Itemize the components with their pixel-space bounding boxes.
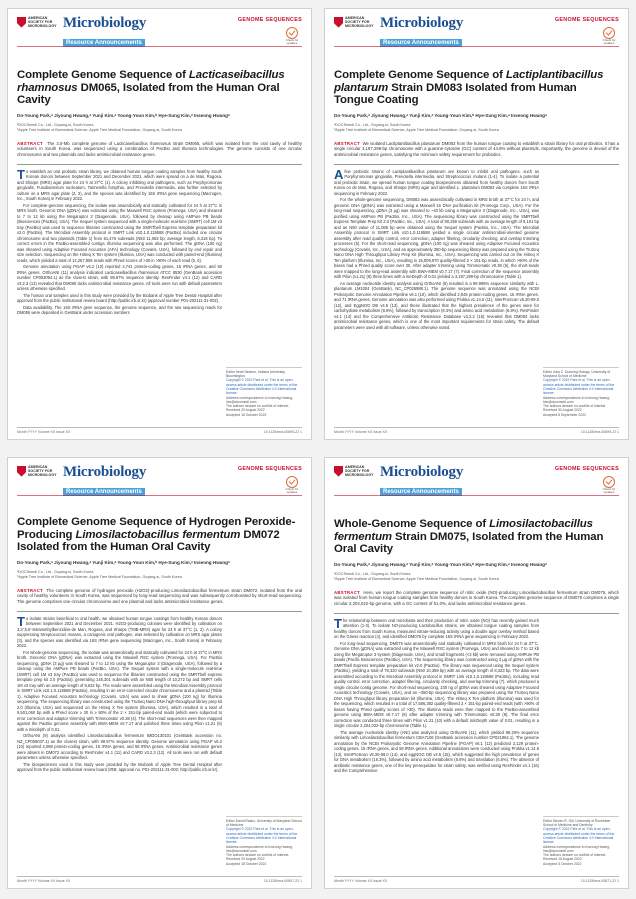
abstract-text: Here, we report the complete genome sequence of nitric oxide (NO)-producing Limosilactobacillus fermentum strain DM075, which was isolated from human tongue coating samples from healthy donors in South Korea. The complete genome sequence of DM075 comprises a single circular 2,204,022-bp genome, with a GC content of 51.0%, and lacks antimicrobial resistance genes. [334, 589, 620, 606]
body-paragraph: The average nucleotide identity (ANI) was analyzed using OrthoANI (11), which yielded 99.28% sequence similarity with Limosilactobacillus fermentum CBA7106 (GenBank accession number CP021964.1). The genome annotation by the NCBI Prokaryotic Genome Annotation Pipeline (PGAP) v6.1 (12) predicted 2,129 protein-coding genes, 15 rRNA genes, and 58 tRNA genes. Additional annotations were conducted using Prokka v1.14.6 (13), InterProScan v5.30-69.0 (14), and eggNOG DB v4.5 (15), which suggested the high prevalence of genes for DNA metabolism (16.3%), followed by amino acid metabolism (8.6%) and translation (6.5%). The absence of antibiotic resistance genes, one of the key prerequisites for strain safety, was verified using ResFinder v4.1 (16) and the Comprehensive [334, 729, 539, 774]
affiliations [334, 123, 619, 133]
asm-line-1: AMERICAN [28, 465, 48, 469]
page-footer [17, 427, 302, 434]
footer-doi[interactable]: 10.1128/mra.00871-22 1 [580, 879, 619, 883]
sidebar-line[interactable]: Copyright © 2022 Park et al. This is an open-access article distributed under the terms of the Creative Commons Attribution 4.0 International license. [226, 827, 298, 845]
affiliations [334, 572, 619, 582]
sidebar-line[interactable]: Copyright © 2022 Park et al. This is an open-access article distributed under the terms of the Creative Commons Attribution 4.0 International license. [543, 378, 615, 396]
section-tag: GENOME SEQUENCES [554, 466, 619, 472]
body-paragraph: For complete-genome sequencing, the isolate was anaerobically and statically cultivated for 24 h at 37°C in MRS broth. Genomic DNA (gDNA) was extracted using the Maxwell RSC system (Promega, USA) and sheared to 7 to 12 kb using the Megaruptor 3 (Diagenode, USA), followed by cleanup using AMPure PB beads (Biosciences (PacBio), USA). The Sequel system sequenced with a single-molecule real-time (SMRT) cell 1M v3 tray (PacBio) was used to sequence libraries constructed using the SMRTbell Express template preparation kit v2.0 (PacBio). The Microbial Assembly protocol in SMRT Link v10.1.0.119588 (PacBio) included one circular chromosome and two plasmids (Table 1) from 51,476 subreads (N50 11,063 bp; average length, 8,316 bp). To correct errors in the PacBio-assembled contigs, Illumina sequencing was also performed. The gDNA (100 ng) was sheared using Adaptive Focused Acoustics (AFA) technology (Covaris, USA), followed by end repair and size selection. Sequencing on the HiSeq X Ten system (Illumina, USA) was conducted with paired-end (Illumina) reads, which yielded a total of 12,257,808 reads with Phred scores of >30 in >90% of each read (5, 6). [17, 202, 222, 263]
asm-shield-icon [334, 466, 343, 477]
check-for-updates-button[interactable] [284, 27, 300, 46]
sidebar-line: Address correspondence to Inseong Hwang, hiw@docsmedi.com. [543, 395, 610, 404]
journal-header [334, 465, 619, 493]
sidebar-line: Editor Julia C. Dunning Hotopp, University of Maryland School of Medicine [543, 369, 611, 379]
header-rule [17, 46, 302, 47]
drop-cap: T [17, 166, 25, 182]
asm-line-3: MICROBIOLOGY [28, 24, 57, 29]
abstract-text: The complete genome of hydrogen peroxide (H2O2)-producing Limosilactobacillus fermentum strain DM072, isolated from the oral cavity of healthy volunteers in South Korea, was sequenced by long-read sequencing and was subsequently corroborated by short-read sequencing. The genome comprises one circular chromosome and one plasmid and lacks antimicrobial resistance genes. [17, 587, 302, 604]
check-label-1: Check for [285, 38, 299, 42]
affiliations [17, 570, 302, 580]
body-paragraph: For the whole-genome sequencing, DM083 was anaerobically cultivated in MRS broth at 37°C for 24 h, and genomic DNA (gDNA) was extracted using a Maxwell 16 DNA purification kit (Promega Corp., USA). For the long-read sequencing, gDNA (3 µg) was sheared to ~40 kb using a Megaruptor 3 (Diagenode, Inc., USA), was purified using AMPure PB (PacBio, Inc., USA). The sequencing library was constructed using the SMRTbell Express Template Prep Kit 2.0 (PacBio, Inc., USA). A total of 80,259 subreads with an average length of 9,101 bp and an N50 value of 11,085 bp were obtained using the Sequel system (PacBio, Inc., USA). The Microbial Assembly protocol in SMRT Link v10.1.0.119588 yielded a single circular antimicrobial-oriented genome assembly after read quality control, error correction, adapter filtering, circularity checking, and overlap trimming processes (5). For the short-read sequencing, gDNA (100 ng) was sheared using Adaptive Focused Acoustics technology (Covaris, Inc., USA), and an approximately 350-bp sequencing library was prepared using the TruSeq Nano DNA High Throughput Library Prep Kit (Illumina, Inc., USA). Sequencing was carried out on the HiSeq X Ten platform (Illumina, Inc., USA), resulting in 15,009,970 quality-filtered 2 × 151-bp reads, in which >90% of the bases had a Phred quality score over 30. After adapter trimming using Trimmomatic v0.38 (6), the short-reads were mapped to the long-read assembly with BWA-MEM v0.7.17 (7). Final correction of the sequence assembly with Pilon (v1.21) (8) three times with a meDepth of 0.01 yielded a 3,197,299-bp chromosome (Table 1). [334, 197, 539, 280]
article-page-3 [7, 457, 312, 889]
asm-line-2: SOCIETY FOR [345, 469, 370, 474]
affiliation-2: ᵇApple Tree Institute of Biomedical Science, Apple Tree Medical Foundation, Goyang-si, South Korea [17, 127, 182, 132]
body-text [334, 615, 539, 774]
check-updates-icon [286, 476, 298, 488]
journal-logo [63, 465, 146, 498]
affiliations [17, 123, 302, 133]
article-page-2 [324, 8, 629, 440]
journal-name: Microbiology [380, 464, 464, 480]
author-list[interactable]: Do-Young Park,ᵃ Jiyoung Hwang,ᵃ Yunji Kim,ᵃ Young-Youn Kim,ᵇ Hye-Sung Kim,ᵃ Inseong Hwangᵃ [17, 112, 230, 118]
drop-cap: T [334, 615, 342, 631]
affiliation-1: ᵃDOCSmedi Co., Ltd., Goyang-si, South Korea [17, 569, 94, 574]
footer-issue: Month YYYY Volume XX Issue XX [334, 430, 388, 434]
check-label-1: Check for [602, 38, 616, 42]
check-updates-icon [603, 476, 615, 488]
sidebar-line: Received 16 August 2022 [543, 857, 582, 862]
asm-logo [17, 16, 59, 28]
check-for-updates-button[interactable] [284, 476, 300, 495]
check-label-1: Check for [602, 487, 616, 491]
footer-issue: Month YYYY Volume XX Issue XX [17, 430, 71, 434]
header-rule [334, 46, 619, 47]
asm-shield-icon [334, 17, 343, 28]
journal-header [17, 465, 302, 493]
check-for-updates-button[interactable] [601, 27, 617, 46]
sidebar-line: Editor Irene Newton, Indiana University, Bloomington [226, 369, 286, 379]
check-label-1: Check for [285, 487, 299, 491]
body-text [17, 613, 222, 773]
asm-line-2: SOCIETY FOR [28, 469, 53, 474]
asm-line-1: AMERICAN [345, 16, 365, 20]
article-page-4 [324, 457, 629, 889]
abstract-label: ABSTRACT [334, 140, 361, 146]
journal-subtitle: Resource Announcements [63, 488, 145, 496]
asm-line-3: MICROBIOLOGY [28, 473, 57, 478]
footer-issue: Month YYYY Volume XX Issue XX [17, 879, 71, 883]
sidebar-line[interactable]: Copyright © 2022 Park et al. This is an open-access article distributed under the terms of the Creative Commons Attribution 4.0 International license. [226, 378, 298, 396]
footer-doi[interactable]: 10.1128/mra.00899-22 1 [263, 430, 302, 434]
body-paragraph: An average nucleotide identity analysis using OrthoANI (9) resulted in a 99.996% sequence similarity with L. plantarum LM1004 (GenBank), NC_CP026988.1). The genome sequence was annotated using the NCBI Prokaryotic Genome Annotation Pipeline v6.1 (10), which identified 2,945 protein-coding genes, 16 rRNA genes, and 71 tRNA genes. Genome annotation was also performed using Prokka v1.14.6 (11), InterProScan v5.30-69.0 (12), and EggNOG DB v4.5 (13), and these illustrated that the highest prevalence of the genes were for carbohydrate metabolism (8.8%), followed by transcription (8.3%) and amino acid metabolism (6.8%). ResFinder v4.1 (14) and the Comprehensive Antibiotic Resistance Database v3.2.3 (15) revealed that DM083 lacks antimicrobial resistance genes, which is one of the most important requirements for strain safety. The default parameters were used with all software, unless otherwise noted. [334, 280, 539, 330]
sidebar-line: Accepted 18 October 2022 [226, 861, 267, 866]
article-title: Whole-Genome Sequence of Limosilactobacillus fermentum Strain DM075, Isolated from the Human Oral Cavity [334, 518, 604, 556]
asm-shield-icon [17, 17, 26, 28]
journal-subtitle: Resource Announcements [380, 39, 462, 47]
sidebar-line: Editor Steven R. Gill, University of Rochester School of Medicine and Dentistry [543, 818, 611, 828]
body-paragraph: Genome annotation using PGAP v6.2 (10) reported 2,741 protein-coding genes, 15 rRNA genes, and 60 tRNA genes. OrthoANI (11) analysis indicated Lacticaseibacillus rhamnosus ATCC 8530 (GenBank accession number CP003094.1) as the closest strain, with 99.87% sequence identity. ResFinder v4.1 (12) and CARD v3.2.3 (13) revealed that DM065 lacks antimicrobial resistance genes. All tools were run with default parameters unless otherwise specified. [17, 264, 222, 292]
sidebar-line: The authors declare no conflict of interest. [226, 404, 290, 409]
sidebar-line: Received 29 August 2022 [226, 857, 265, 862]
abstract [334, 141, 619, 158]
asm-logo [334, 16, 376, 28]
body-paragraph [17, 613, 222, 649]
check-label-2: updates [603, 41, 615, 46]
body-paragraph: For whole-genome sequencing, the isolate was anaerobically and statically cultivated for 24 h at 37°C in MRS broth. Genomic DNA (gDNA) was extracted using the Maxwell RSC system (Promega, USA). For PacBio sequencing, gDNA (3 µg) was sheared to 7 to 12 kb using the Megaruptor 3 (Diagenode, USA), followed by a cleanup using the AMPure PB beads (PacBio, USA). The Sequel system with a single-molecule real-time (SMRT) cell 1M v3 tray (PacBio) was used to sequence the libraries constructed using the SMRTbell express template prep kit 2.0 (PacBio), generating 145,301 subreads with an N50 length of 10,272 bp and SMRT cells 1M v3 tray with an average length of 8,632 bp. The reads were assembled using the Microbial Assembly protocol in SMRT Link v10.1.0.119588 (PacBio), resulting in an error-corrected circular chromosome and a plasmid (Table 1). Adaptive Focused Acoustics technology (Covaris, USA) was used to shear gDNA (100 ng) for Illumina sequencing. The sequencing library was constructed using the TruSeq Nano DNA high-throughput library prep kit 2.0 (Illumina, USA) and sequenced on the HiSeq X Ten system (Illumina, USA), which resulted in a total of 9,501,060 bp with a Phred score ≥ 30 in ≥ 90% of the 2 × 151-bp paired-end reads (which were subjected to error correction and adaptor trimming with Trimmomatic v0.38 (4). The short-read sequences were then mapped against the PacBio genome assembly with BWA-MEM v0.7.17 and polished three times using Pilon v1.21 (6) with a mindepth of 0.01. [17, 649, 222, 732]
abstract-label: ABSTRACT [17, 587, 44, 593]
asm-line-2: SOCIETY FOR [28, 20, 53, 25]
article-page-1 [7, 8, 312, 440]
abstract-label: ABSTRACT [17, 140, 44, 146]
abstract [17, 588, 302, 605]
check-label-2: updates [286, 490, 298, 495]
section-tag: GENOME SEQUENCES [237, 466, 302, 472]
asm-line-2: SOCIETY FOR [345, 20, 370, 25]
affiliation-1: ᵃDOCSmedi Co., Ltd., Goyang-si, South Korea [334, 571, 411, 576]
sidebar-line: The authors declare no conflict of interest. [226, 853, 290, 858]
sidebar-line: Accepted 16 October 2022 [226, 412, 267, 417]
body-paragraph: Data availability. The 16S rRNA gene sequence, the genome sequence, and the raw sequencing reads for DM065 were deposited in GenBank under accession numbers [17, 304, 222, 316]
author-list[interactable]: Do-Young Park,ᵃ Jiyoung Hwang,ᵃ Yunji Kim,ᵃ Young-Youn Kim,ᵇ Hye-Sung Kim,ᵃ Inseong Hwangᵃ [17, 559, 230, 565]
check-label-2: updates [603, 490, 615, 495]
abstract [17, 141, 302, 158]
asm-line-1: AMERICAN [28, 16, 48, 20]
article-sidebar [226, 367, 302, 417]
check-label-2: updates [286, 41, 298, 46]
journal-subtitle: Resource Announcements [380, 488, 462, 496]
journal-header [334, 16, 619, 44]
sidebar-line: Address correspondence to Inseong Hwang, hiw@docsmedi.com. [543, 844, 610, 853]
affiliation-1: ᵃDOCSmedi Co., Ltd., Goyang-si, South Korea [334, 122, 411, 127]
journal-name: Microbiology [63, 15, 147, 31]
sidebar-line: Received 30 August 2022 [543, 408, 582, 413]
page-footer [17, 876, 302, 883]
sidebar-line: Address correspondence to Inseong Hwang, hiw@docsmedi.com. [226, 395, 293, 404]
body-paragraph: The biospecimens used in this study were provided by the Biobank of Apple Tree Dental Hospital after approval from the public institutional review board (IRB; approval no. P01-202111-31-002; http://public.irb.or.kr). [17, 761, 222, 773]
article-sidebar [543, 816, 619, 866]
article-title: Complete Genome Sequence of Hydrogen Peroxide-Producing Limosilactobacillus fermentum DM072 Isolated from the Human Oral Cavity [17, 516, 296, 554]
article-sidebar [543, 367, 619, 417]
abstract-text: We isolated Lactiplantibacillus plantarum DM083 from the human tongue coating to establish a strain library for oral probiotics. It has a single circular 3,197,299-bp chromosome with a guanine-cytosine (GC) content of 44.6% without plasmids. Importantly, the genome is devoid of the antimicrobial resistance genes, satisfying the minimum safety requirement for probiotics. [334, 140, 619, 157]
sidebar-line: Accepted 8 September 2022 [543, 412, 586, 417]
body-text [17, 166, 222, 316]
body-paragraph: For long-read sequencing, DM075 was anaerobically and statically cultivated in MRS broth for 24 h at 37°C. Genome DNA (gDNA) was extracted using the Maxwell RSC system (Promega, USA) and sheared to 7 to 12 kb using the Megaruptor 3 system (Diagenode, USA), and small fragments (<3 kb) were removed using AMPure PB beads (Pacific Biosciences (PacBio), USA). The sequencing library was constructed using 3 µg of gDNA with the SMRTbell Express template preparation kit v2.0 (PacBio). The library was sequenced using the Sequel system (PacBio), yielding a total of 78,320 subreads (N50 10,359 bp) with an average length of 8,323 bp. The data were assembled according to the Microbial Assembly protocol in SMRT Link v10.1.0.119588 (PacBio), including read quality control, error correction, adapter filtering, circularity checking, and overlap trimming (7), which produced a single circular contig genome. For short-read sequencing, 100 ng of gDNA was sheared using Adaptive Focused Acoustics technology (Covaris, USA), and an ~350-bp sequencing library was prepared using the TruSeq Nano DNA High Throughput library preparation kit (Illumina, USA). The HiSeq X Ten platform (Illumina) was used for the sequencing, which resulted in a total of 17,586,382 quality-filtered 2 × 151-bp paired-end reads (with >90% of bases having Phred quality scores of >30). The Illumina reads were then mapped to the PacBio-assembled genome using BWA-MEM v0.7.17 (8) after adapter trimming with Trimmomatic v0.38 (9). The final error correction was conducted three times with Pilon v1.21 (10) with a default minDepth value of 0.01, resulting in a single circular 2,204,022-bp chromosome (Table 1). [334, 640, 539, 729]
footer-issue: Month YYYY Volume XX Issue XX [334, 879, 388, 883]
section-tag: GENOME SEQUENCES [237, 17, 302, 23]
first-paragraph-text: few probiotic strains of Lactiplantibacillus plantarum are known to inhibit oral pathogens, such as Porphyromonas gingivalis, Prevotella intermedia, and Streptococcus mutans (1-4). To isolate a potential oral probiotic strain, we spread human tongue coating biospecimens obtained from healthy donors from South Korea on de Man, Rogosa, and Sharpe (MRS) agar and identified L. plantarum DM083 via complete 16S rRNA sequencing in February 2022. [334, 168, 539, 196]
section-tag: GENOME SEQUENCES [554, 17, 619, 23]
asm-logo [17, 465, 59, 477]
sidebar-line[interactable]: Copyright © 2022 Park et al. This is an open-access article distributed under the terms of the Creative Commons Attribution 4.0 International license. [543, 827, 615, 845]
affiliation-1: ᵃDOCSmedi Co., Ltd., Goyang-si, South Korea [17, 122, 94, 127]
drop-cap: T [17, 613, 25, 629]
first-paragraph-text: o isolate strains beneficial to oral health, we obtained human tongue coatings from healthy Korean donors between September 2021 and December 2021. H2O2-producing colonies were identified by cultivation on 3,3',5,5'-tetramethylbenzidine-de Man, Rogosa, and Sharpe (TMB-MRS) agar for 24 h at 37°C (1, 2). A colony suppressing Streptococcus mutans, a cariogenic oral pathogen, was selected by cultivation on MRS agar plates (3), and the species was identified via 16S rRNA gene sequencing (Macrogen, Inc., South Korea) in February 2022. [17, 615, 222, 649]
sidebar-line: The authors declare no conflict of interest. [543, 853, 607, 858]
abstract-divider [17, 611, 302, 612]
body-paragraph [334, 166, 539, 197]
asm-line-3: MICROBIOLOGY [345, 473, 374, 478]
sidebar-line: Accepted 5 October 2022 [543, 861, 582, 866]
body-text [334, 166, 539, 331]
affiliation-2: ᵇApple Tree Institute of Biomedical Science, Apple Tree Medical Foundation, Goyang-si, South Korea [334, 127, 499, 132]
sidebar-line: Editor David Rasko, University of Maryland School of Medicine [226, 818, 302, 828]
page-footer [334, 427, 619, 434]
abstract-label: ABSTRACT [334, 589, 361, 595]
check-updates-icon [603, 27, 615, 39]
author-list[interactable]: Do-Young Park,ᵃ Jiyoung Hwang,ᵃ Yunji Kim,ᵃ Young-Youn Kim,ᵇ Hye-Sung Kim,ᵃ Inseong Hwangᵃ [334, 561, 547, 567]
abstract [334, 590, 619, 607]
asm-line-1: AMERICAN [345, 465, 365, 469]
article-title: Complete Genome Sequence of Lacticaseibacillus rhamnosus DM065, Isolated from the Human Oral Cavity [17, 69, 285, 107]
journal-name: Microbiology [380, 15, 464, 31]
drop-cap: A [334, 166, 344, 182]
header-rule [334, 495, 619, 496]
check-for-updates-button[interactable] [601, 476, 617, 495]
body-paragraph: The human oral samples used in this study were provided by the Biobank of Apple Tree Dental Hospital after approval from the public institutional review board (http://public.irb.or.kr) (approval number P01-202111-31-002). [17, 292, 222, 304]
first-paragraph-text: he relationship between oral microbiota and their production of nitric oxide (NO) has recently gained much attention (1-3). To isolate NO-producing Lactobacillus strains, we obtained tongue coating samples from healthy donors from South Korea, measured nitrate-reducing activity using a double agar overlay method based on the Griess reaction (4), and identified DM075 by complete 16S rRNA gene sequencing in February 2022. [334, 617, 539, 640]
abstract-text: The 3.0-Mb complete genome of Lacticaseibacillus rhamnosus strain DM065, which was isolated from the oral cavity of healthy volunteers in South Korea, was sequenced using a combination of PacBio and Illumina technologies. The genome consists of one circular chromosome and two plasmids and lacks antimicrobial resistance genes. [17, 140, 302, 157]
asm-line-3: MICROBIOLOGY [345, 24, 374, 29]
sidebar-line: Received 29 August 2022 [226, 408, 265, 413]
header-rule [17, 495, 302, 496]
sidebar-line: Address correspondence to Inseong Hwang, hiw@docsmedi.com. [226, 844, 293, 853]
first-paragraph-text: o establish an oral probiotic strain library, we obtained human tongue coating samples from healthy South Korean donors between September 2021 and December 2021, which were spread on a de Man, Rogosa, and Sharpe (MRS) agar plate for 24 h at 37°C (1). A colony inhibiting oral pathogens, such as Porphyromonas gingivalis, Fusobacterium nucleatum, Tannerella forsythia, and Prevotella intermedia, was further selected by culture on a MRS agar plate (2, 3), and the species was identified by 16S rRNA gene sequencing (Macrogen, Inc., South Korea) in February 2022. [17, 168, 222, 202]
check-updates-icon [286, 27, 298, 39]
body-paragraph [334, 615, 539, 640]
page-footer [334, 876, 619, 883]
body-paragraph: OrthoANI (9) analysis identified Limosilactobacillus fermentum IMDO130101 (GenBank accession no. NZ_CP009037.1) as the closest strain, with 99.97% sequence identity. Genome annotation using PGAP v6.2 (10) reported 2,088 protein-coding genes, 15 rRNA genes, and 58 tRNA genes. Antimicrobial resistance genes were absent in DM072 according to ResFinder v4.1 (11) and CARD v3.2.3 (12). All tools were run with default parameters unless otherwise specified. [17, 733, 222, 761]
asm-logo [334, 465, 376, 477]
journal-name: Microbiology [63, 464, 147, 480]
journal-header [17, 16, 302, 44]
abstract-divider [334, 164, 619, 165]
body-paragraph [17, 166, 222, 202]
footer-doi[interactable]: 10.1128/mra.00897-22 1 [263, 879, 302, 883]
abstract-divider [334, 613, 619, 614]
journal-logo [63, 16, 146, 49]
abstract-divider [17, 164, 302, 165]
journal-logo [380, 16, 463, 49]
journal-logo [380, 465, 463, 498]
sidebar-line: The authors declare no conflict of interest. [543, 404, 607, 409]
asm-shield-icon [17, 466, 26, 477]
affiliation-2: ᵇApple Tree Institute of Biomedical Science, Apple Tree Medical Foundation, Goyang-si, South Korea [17, 574, 182, 579]
article-title: Complete Genome Sequence of Lactiplantibacillus plantarum Strain DM083 Isolated from Human Tongue Coating [334, 69, 604, 107]
footer-doi[interactable]: 10.1128/mra.00899-22 1 [580, 430, 619, 434]
affiliation-2: ᵇApple Tree Institute of Biomedical Science, Apple Tree Medical Foundation, Goyang-si, South Korea [334, 576, 499, 581]
author-list[interactable]: Do-Young Park,ᵃ Jiyoung Hwang,ᵃ Yunji Kim,ᵃ Young-Youn Kim,ᵇ Hye-Sung Kim,ᵃ Inseong Hwangᵃ [334, 112, 547, 118]
article-sidebar [226, 816, 302, 866]
journal-subtitle: Resource Announcements [63, 39, 145, 47]
